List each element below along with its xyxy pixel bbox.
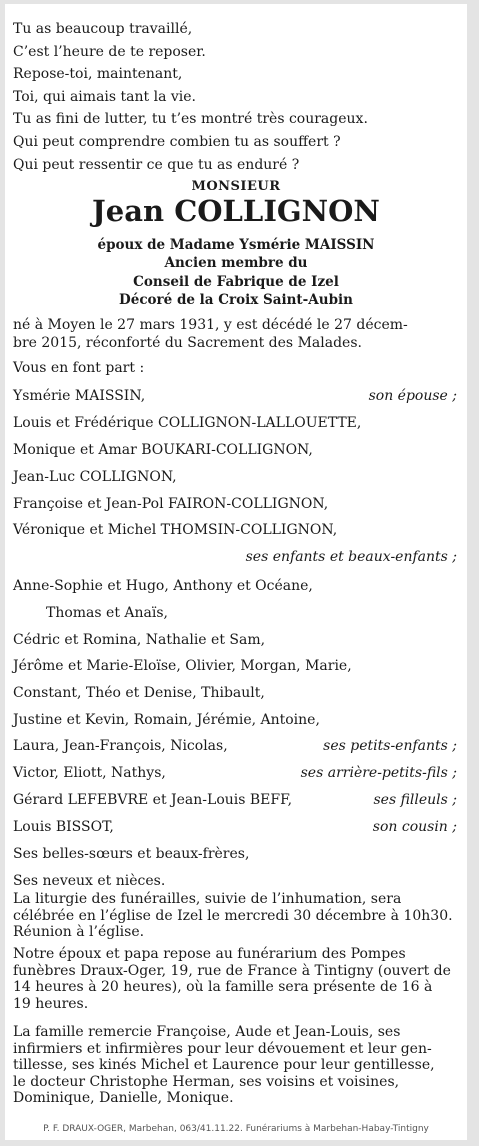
birth-line: bre 2015, réconforté du Sacrement des Malades. — [13, 335, 362, 351]
paragraph-line: Notre époux et papa repose au funérarium des Pompes — [13, 946, 406, 962]
poem-line: Qui peut comprendre combien tu as souffert ? — [13, 133, 341, 150]
relation-label: ses filleuls ; — [373, 792, 457, 808]
paragraph-line: tillesse, ses kinés Michel et Laurence pour leur gentillesse, — [13, 1057, 435, 1074]
paragraph-line: La liturgie des funérailles, suivie de l’inhumation, sera — [13, 891, 402, 907]
thanks-paragraph — [13, 1024, 463, 1107]
family-member: Constant, Théo et Denise, Thibault, — [13, 685, 265, 701]
paragraph-line: 14 heures à 20 heures), où la famille sera présente de 16 à — [13, 979, 433, 996]
family-member: Ses neveux et nièces. — [13, 873, 166, 889]
relation-label: son épouse ; — [368, 388, 457, 404]
role-line: Conseil de Fabrique de Izel — [133, 274, 339, 290]
poem-line: Toi, qui aimais tant la vie. — [13, 88, 196, 105]
paragraph-line: le docteur Christophe Herman, ses voisins et voisines, — [13, 1073, 400, 1090]
paragraph-line: funèbres Draux-Oger, 19, rue de France à Tintigny (ouvert de — [13, 962, 451, 979]
poem — [13, 18, 368, 176]
family-member: Jean-Luc COLLIGNON, — [13, 469, 177, 485]
relation-label: ses enfants et beaux-enfants ; — [245, 549, 457, 565]
family-member: Ses belles-sœurs et beaux-frères, — [13, 846, 250, 862]
paragraph-line: célébrée en l’église de Izel le mercredi 30 décembre à 10h30. — [13, 907, 453, 924]
funeral-home-footer: P. F. DRAUX-OGER, Marbehan, 063/41.11.22. Funérariums à Marbehan-Habay-Tintigny — [43, 1124, 429, 1134]
family-member: Cédric et Romina, Nathalie et Sam, — [13, 632, 266, 648]
family-member: Anne-Sophie et Hugo, Anthony et Océane, — [13, 578, 313, 594]
poem-line: C’est l’heure de te reposer. — [13, 43, 206, 60]
poem-line: Qui peut ressentir ce que tu as enduré ? — [13, 156, 300, 173]
family-member: Laura, Jean-François, Nicolas, — [13, 738, 228, 754]
paragraph-line: infirmiers et infirmières pour leur dévouement et leur gen- — [13, 1040, 432, 1057]
intro-text: Vous en font part : — [13, 360, 145, 376]
family-member: Françoise et Jean-Pol FAIRON-COLLIGNON, — [13, 496, 329, 512]
paragraph-line: Réunion à l’église. — [13, 924, 145, 941]
family-member: Véronique et Michel THOMSIN-COLLIGNON, — [13, 522, 338, 538]
family-member: Victor, Eliott, Nathys, — [13, 765, 166, 781]
paragraph-line: Dominique, Danielle, Monique. — [13, 1090, 234, 1107]
poem-line: Tu as fini de lutter, tu t’es montré très courageux. — [13, 111, 368, 128]
paragraph-line: La famille remercie Françoise, Aude et Jean-Louis, ses — [13, 1024, 401, 1040]
family-member: Gérard LEFEBVRE et Jean-Louis BEFF, — [13, 792, 293, 808]
spouse-line: époux de Madame Ysmérie MAISSIN — [97, 237, 375, 253]
funerarium-paragraph — [13, 946, 463, 1012]
deceased-name: Jean COLLIGNON — [92, 194, 380, 228]
family-member: Jérôme et Marie-Eloïse, Olivier, Morgan, Marie, — [13, 658, 352, 674]
family-member: Ysmérie MAISSIN, — [13, 388, 146, 404]
family-member: Thomas et Anaïs, — [46, 605, 168, 621]
relation-label: ses petits-enfants ; — [323, 738, 457, 754]
salutation: MONSIEUR — [191, 179, 281, 194]
honor-line: Décoré de la Croix Saint-Aubin — [119, 292, 353, 308]
poem-line: Repose-toi, maintenant, — [13, 66, 183, 83]
obituary-notice — [5, 4, 467, 1140]
family-member: Justine et Kevin, Romain, Jérémie, Antoine, — [13, 712, 320, 728]
family-member: Monique et Amar BOUKARI-COLLIGNON, — [13, 442, 313, 458]
relation-label: ses arrière-petits-fils ; — [300, 765, 457, 781]
family-member: Louis et Frédérique COLLIGNON-LALLOUETTE, — [13, 415, 362, 431]
funeral-paragraph — [13, 891, 463, 941]
family-member: Louis BISSOT, — [13, 819, 114, 835]
poem-line: Tu as beaucoup travaillé, — [13, 21, 193, 37]
role-line: Ancien membre du — [164, 255, 308, 271]
paragraph-line: 19 heures. — [13, 995, 89, 1012]
birth-line: né à Moyen le 27 mars 1931, y est décédé le 27 décem- — [13, 317, 408, 333]
relation-label: son cousin ; — [372, 819, 457, 835]
